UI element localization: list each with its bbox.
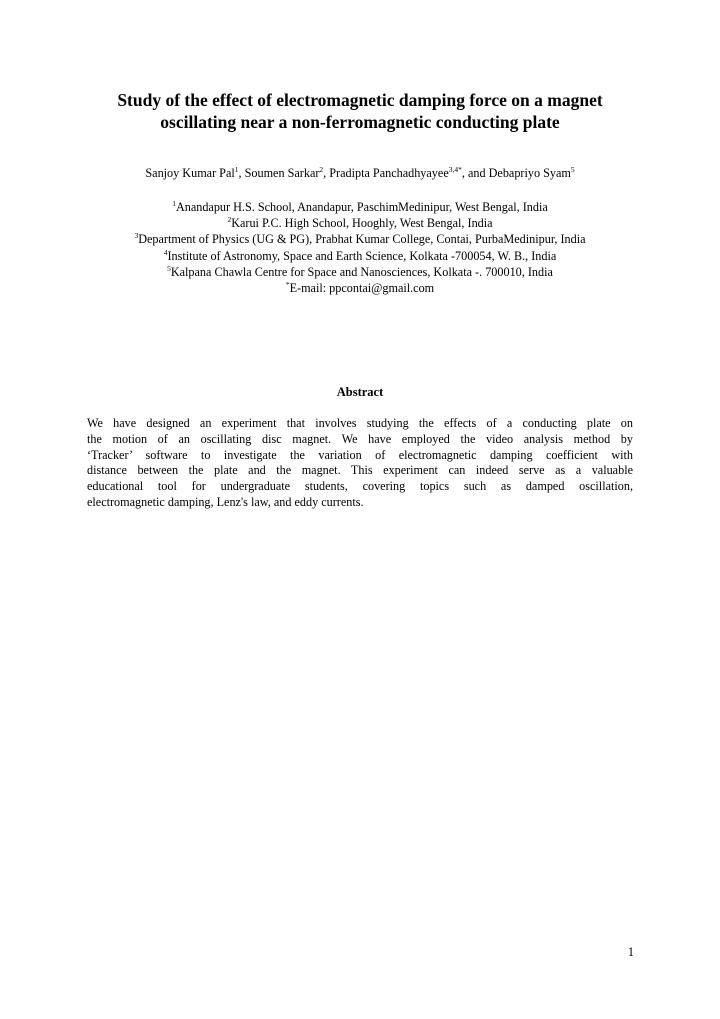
abstract-text	[87, 416, 633, 511]
author-name: Soumen Sarkar	[244, 166, 320, 180]
author-separator: , and	[461, 166, 489, 180]
affiliation-line	[40, 248, 680, 264]
affiliation-text: Institute of Astronomy, Space and Earth Science, Kolkata -700054, W. B., India	[167, 248, 557, 263]
author-affiliation-mark: 2	[319, 164, 324, 174]
affiliation-text: Department of Physics (UG & PG), Prabhat Kumar College, Contai, PurbaMedinipur, India	[138, 232, 586, 247]
title-line: oscillating near a non-ferromagnetic conducting plate	[160, 112, 560, 132]
affiliation-line	[40, 215, 680, 231]
affiliation-text: Kalpana Chawla Centre for Space and Nanosciences, Kolkata -. 700010, India	[170, 264, 553, 279]
contact-email-line	[40, 280, 680, 296]
page-number: 1	[627, 945, 634, 959]
affiliation-mark: 4	[163, 247, 168, 257]
affiliation-list	[40, 199, 680, 296]
abstract-line: We have designed an experiment that involves studying the effects of a conducting plate on	[87, 416, 633, 430]
paper-title	[60, 89, 660, 133]
contact-email: E-mail: ppcontai@gmail.com	[289, 281, 435, 296]
title-line: Study of the effect of electromagnetic damping force on a magnet	[117, 90, 603, 110]
abstract-line: the motion of an oscillating disc magnet. We have employed the video analysis method by	[87, 431, 633, 446]
affiliation-line	[40, 231, 680, 247]
abstract-line: ‘Tracker’ software to investigate the variation of electromagnetic damping coefficient with	[87, 447, 633, 462]
affiliation-mark: 1	[172, 198, 176, 208]
author-separator: ,	[323, 166, 330, 180]
affiliation-mark: 5	[167, 263, 171, 273]
affiliation-text: Karui P.C. High School, Hooghly, West Bengal, India	[231, 216, 493, 231]
affiliation-mark: 2	[227, 215, 232, 225]
author-name: Debapriyo Syam	[488, 166, 571, 180]
abstract-line: distance between the plate and the magnet. This experiment can indeed serve as a valuable	[87, 463, 633, 478]
author-separator: ,	[238, 166, 245, 180]
abstract-heading: Abstract	[336, 385, 384, 399]
author-name: Pradipta Panchadhyayee	[329, 166, 449, 180]
author-name: Sanjoy Kumar Pal	[145, 166, 235, 180]
author-affiliation-mark: 5	[570, 164, 575, 174]
abstract-line: educational tool for undergraduate students, covering topics such as damped oscillation,	[87, 479, 633, 494]
affiliation-line	[40, 199, 680, 215]
author-affiliation-mark: 3,4*	[448, 164, 462, 174]
affiliation-line	[40, 264, 680, 280]
affiliation-mark: 3	[134, 231, 139, 241]
affiliation-text: Anandapur H.S. School, Anandapur, PaschimMedinipur, West Bengal, India	[175, 200, 548, 214]
author-affiliation-mark: 1	[234, 164, 239, 174]
corresponding-author-mark: *	[285, 279, 290, 289]
author-list	[40, 165, 680, 181]
abstract-line: electromagnetic damping, Lenz's law, and eddy currents.	[87, 494, 364, 509]
